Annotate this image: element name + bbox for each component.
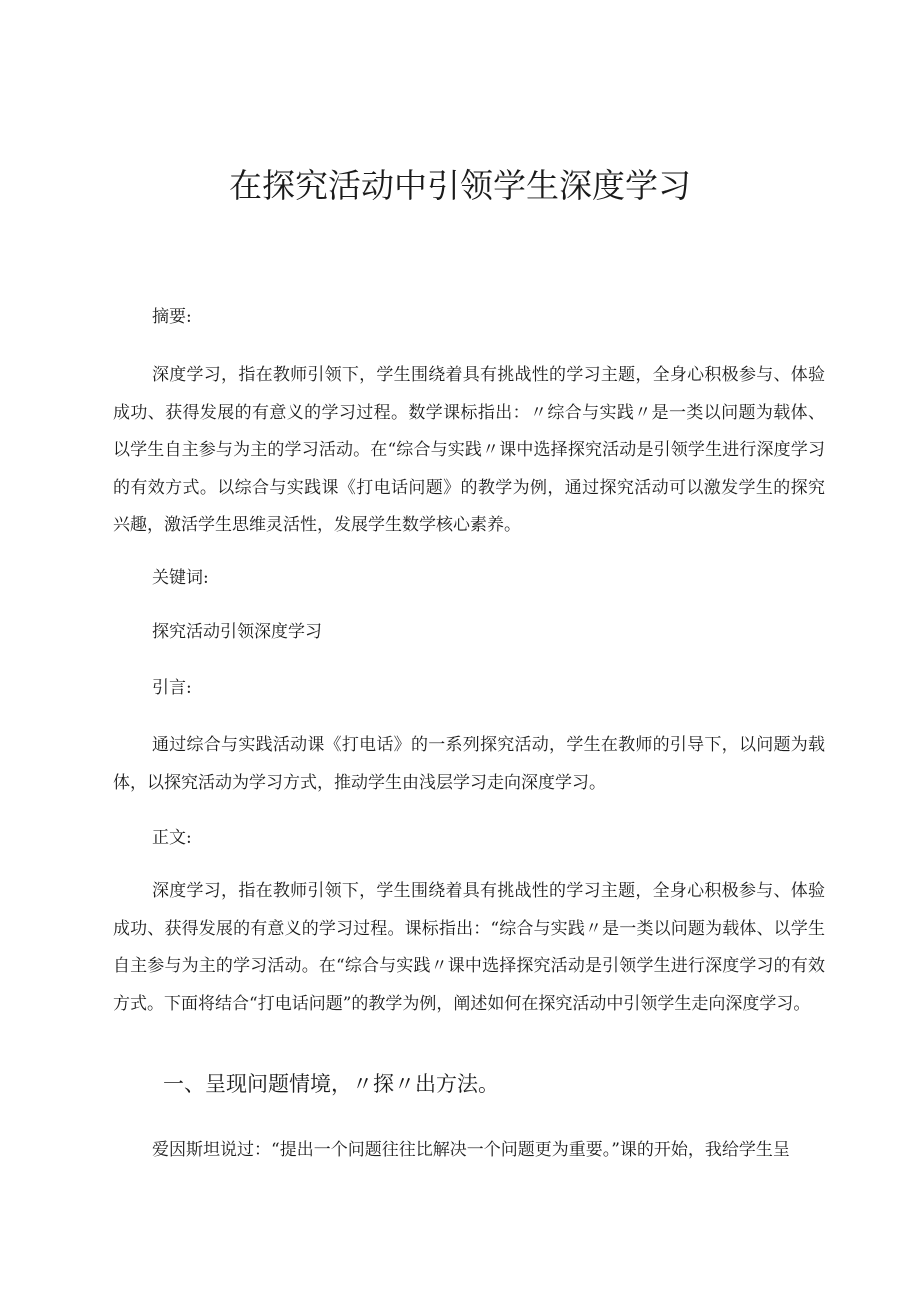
section-heading-1: 一、呈现问题情境，〃探〃出方法。 [163, 1072, 499, 1096]
keywords-label: 关键词: [152, 568, 209, 588]
abstract-paragraph: 深度学习，指在教师引领下，学生围绕着具有挑战性的学习主题，全身心积极参与、体验成功、获得发展的有意义的学习过程。数学课标指出：〃综合与实践〃是一类以问题为载体、以学生自主参与为主的学习活动。在“综合与实践〃课中选择探究活动是引领学生进行深度学习的有效方式。以综合与实践课《打电话问题》的教学为例，通过探究活动可以激发学生的探究兴趣，激活学生思维灵活性，发展学生数学核心素养。 [113, 365, 825, 536]
body-paragraph: 深度学习，指在教师引领下，学生围绕着具有挑战性的学习主题，全身心积极参与、体验成功、获得发展的有意义的学习过程。课标指出：“综合与实践〃是一类以问题为载体、以学生自主参与为主的学习活动。在“综合与实践〃课中选择探究活动是引领学生进行深度学习的有效方式。下面将结合“打电话问题”的教学为例，阐述如何在探究活动中引领学生走向深度学习。 [113, 881, 825, 1014]
abstract-label: 摘要: [152, 307, 192, 327]
body-label: 正文: [152, 828, 192, 848]
intro-paragraph: 通过综合与实践活动课《打电话》的一系列探究活动，学生在教师的引导下，以问题为载体，以探究活动为学习方式，推动学生由浅层学习走向深度学习。 [113, 735, 825, 793]
keywords-text: 探究活动引领深度学习 [152, 622, 322, 642]
document-title: 在探究活动中引领学生深度学习 [229, 166, 691, 205]
section-1-paragraph: 爱因斯坦说过：“提出一个问题往往比解决一个问题更为重要。”课的开始，我给学生呈 [152, 1140, 790, 1160]
intro-label: 引言: [152, 678, 192, 698]
